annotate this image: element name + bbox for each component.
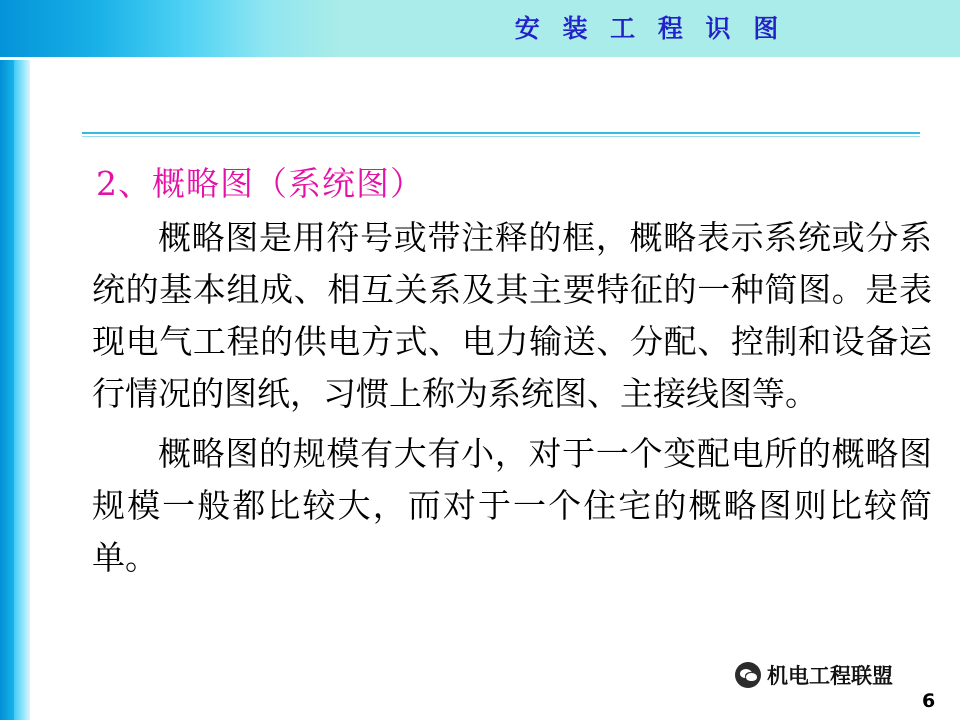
paragraph-2: 概略图的规模有大有小，对于一个变配电所的概略图规模一般都比较大，而对于一个住宅的概略图则比较简单。 — [92, 434, 932, 577]
wechat-icon — [735, 662, 761, 688]
slide-header — [0, 0, 960, 57]
content-divider — [82, 132, 920, 134]
left-band-inner-stripe — [0, 0, 14, 720]
content-divider-secondary — [82, 136, 920, 137]
body-text — [92, 212, 932, 584]
paragraph-1: 概略图是用符号或带注释的框，概略表示系统或分系统的基本组成、相互关系及其主要特征的一种简图。是表现电气工程的供电方式、电力输送、分配、控制和设备运行情况的图纸，习惯上称为系统图、主接线图等。 — [92, 218, 932, 413]
slide-header-title: 安 装 工 程 识 图 — [514, 14, 786, 43]
header-gradient-block — [0, 0, 340, 57]
slide-content — [30, 60, 960, 720]
footer-logo — [735, 660, 893, 690]
section-heading: 2、概略图（系统图） — [96, 164, 424, 203]
page-number: 6 — [922, 690, 936, 712]
left-decorative-band — [0, 0, 30, 720]
footer-logo-text: 机电工程联盟 — [767, 663, 893, 688]
